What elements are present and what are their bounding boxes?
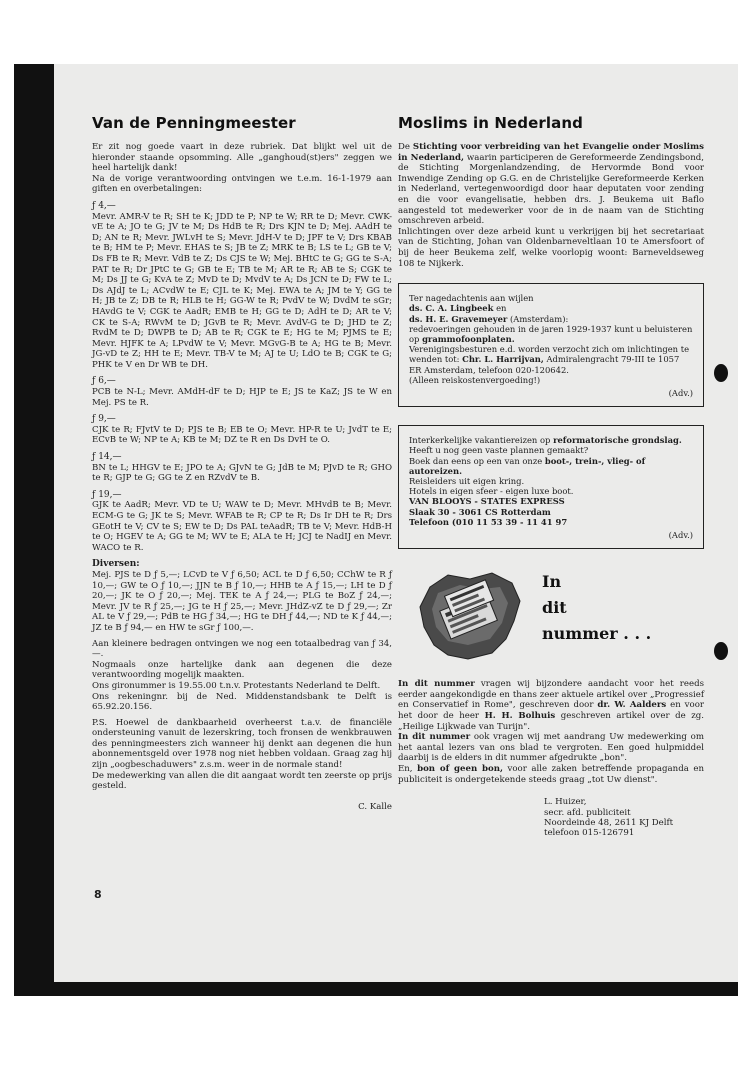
closing-2: Nogmaals onze hartelijke dank aan degenen die deze verantwoording mogelijk maakten. (92, 659, 392, 681)
binding-edge (14, 64, 54, 996)
treasurer-column (92, 114, 392, 812)
netherlands-map-illustration (408, 567, 528, 663)
ad1-name: ds. H. E. Gravemeyer (409, 313, 508, 324)
text: voor alle zaken betreffende propaganda en publiciteit is ondergetekende steeds graag „tot Uw dienst". (398, 763, 704, 785)
text: En, (398, 763, 418, 774)
text: Boek dan eens op een van onze (409, 455, 545, 466)
address-street: Noordeinde 48, 2611 KJ Delft (544, 817, 674, 828)
ad2-bold: reformatorische grondslag. (553, 435, 682, 446)
address-name: L. Huizer, (544, 797, 587, 808)
moslims-para-2: Inlichtingen over deze arbeid kunt u verkrijgen bij het secretariaat van de Stichting, Johan van Oldenbarneveltlaan 10 te Amersfoort of bij de heer Beukema zelf, welke voorlopig woont: Barneveldseweg 108 te Nijkerk. (398, 226, 704, 269)
ad2-line (409, 456, 693, 476)
donation-amount-6: ƒ 6,— (92, 376, 116, 387)
text: ook vragen wij met aandrang Uw medewerking om het aantal lezers van ons blad te vergroten. Een goed hulpmiddel daarbij is de elders in dit nummer afgedrukte „bon". (398, 732, 704, 764)
text: Admiralengracht 79-III te 1057 ER Amsterdam, telefoon 020-120642. (409, 354, 680, 375)
address-phone: telefoon 015-126791 (544, 828, 635, 839)
closing-4: Ons rekeningnr. bij de Ned. Middenstandsbank te Delft is 65.92.20.156. (92, 691, 392, 713)
ad2-phone: Telefoon (010 11 53 39 - 11 41 97 (409, 516, 568, 527)
lead-bold: In dit nummer (398, 732, 471, 743)
ad1-line: (Alleen reiskostenvergoeding!) (409, 374, 541, 385)
in-dit-para-2 (398, 732, 704, 764)
moslims-title: Moslims in Nederland (398, 114, 583, 132)
ad1-line: Ter nagedachtenis aan wijlen (409, 293, 534, 304)
donation-list-19: GJK te AadR; Mevr. VD te U; WAW te D; Mevr. MHvdB te B; Mevr. ECM-G te G; JK te S; Mevr. WFAB te R; CP te R; Ds Ir DH te R; Drs GEotH te V; CV te S; EW te D; Ds PAL teAadR; TB te V; Mevr. HdB-H te O; HGEV te A; GG te M; WV te E; ALA te H; JCJ te NadIJ en Mevr. WACO te R. (92, 500, 392, 553)
text: Verenigingsbesturen e.d. worden verzocht zich om inlichtingen te wenden tot: (409, 344, 690, 365)
ad2-line: Heeft u nog geen vaste plannen gemaakt? (409, 445, 589, 456)
donation-amount-4: ƒ 4,— (92, 200, 116, 211)
donation-diversen-label: Diversen: (92, 559, 140, 570)
lead-bold: bon of geen bon, (417, 763, 503, 774)
punch-hole (714, 364, 728, 382)
text: en voor het door de heer (398, 700, 704, 721)
ad1-adv-label: (Adv.) (668, 387, 693, 398)
lead-bold: In dit nummer (398, 679, 475, 690)
ad1-contact: Chr. L. Harrijvan, (462, 354, 544, 365)
in-dit-nummer-banner (398, 563, 704, 679)
heading-word: In (542, 572, 562, 592)
address-role: secr. afd. publiciteit (544, 807, 631, 818)
ad2-address: Slaak 30 - 3061 CS Rotterdam (409, 506, 551, 517)
donation-list-6: PCB te N-L; Mevr. AMdH-dF te D; HJP te E; JS te KaZ; JS te W en Mej. PS te R. (92, 387, 392, 408)
ad2-company: VAN BLOOYS - STATES EXPRESS (409, 496, 565, 507)
punch-hole (714, 642, 728, 660)
ad2-line: Reisleiders uit eigen kring. (409, 475, 525, 486)
ad1-line (409, 324, 693, 344)
heading-word: nummer . . . (542, 624, 652, 644)
in-dit-para-1 (398, 679, 704, 732)
treasurer-intro-1: Er zit nog goede vaart in deze rubriek. Dat blijkt wel uit de hieronder staande opsomming. Alle „ganghoud(st)ers" zeggen we heel hartelijk dank! (92, 142, 392, 174)
publicity-address (544, 797, 704, 839)
ad1-line (409, 344, 693, 375)
treasurer-signature: C. Kalle (358, 801, 392, 812)
donation-list-9: CJK te R; FJvtV te D; PJS te B; EB te O; Mevr. HP-R te U; JvdT te E; ECvB te W; NP te A; KB te M; DZ te R en Ds DvH te O. (92, 424, 392, 446)
ad1-line (409, 314, 693, 324)
ad2-line: Hotels in eigen sfeer - eigen luxe boot. (409, 486, 574, 497)
closing-1: Aan kleinere bedragen ontvingen we nog een totaalbedrag van ƒ 34,—. (92, 638, 392, 660)
text: De (398, 142, 413, 152)
scan-border (14, 982, 738, 996)
donation-amount-19: ƒ 19,— (92, 489, 122, 500)
ps-1: P.S. Hoewel de dankbaarheid overheerst t.a.v. de financiële ondersteuning vanuit de lezerskring, toch fronsen de wenkbrauwen des penningmeesters zich wanneer hij denkt aan degenen die hun abonnementsgeld over 1978 nog niet hebben voldaan. Graag zag hij zijn „oogbeschaduwers" z.s.m. weer in de normale stand! (92, 717, 392, 771)
ad1-line (409, 303, 693, 313)
text: Interkerkelijke vakantiereizen op (409, 435, 554, 446)
ad2-adv-label: (Adv.) (668, 529, 693, 540)
heading-word: dit (542, 598, 567, 618)
donation-list-diversen: Mej. PJS te D ƒ 5,—; LCvD te V ƒ 6,50; ACL te D ƒ 6,50; CChW te R ƒ 10,—; GW te O ƒ 10,—; JJN te B ƒ 10,—; HHB te A ƒ 15,—; LH te D ƒ 20,—; JK te O ƒ 20,—; Mej. TEK te A ƒ 24,—; PLG te BoZ ƒ 24,—; Mevr. JV te R ƒ 25,—; JG te H ƒ 25,—; Mevr. JHdZ-vZ te D ƒ 29,—; Zr AL te V ƒ 29,—; PdB te HG ƒ 34,—; HG te DH ƒ 44,—; ND te K ƒ 44,—; JZ te B ƒ 94,— en HW te sGr ƒ 100,—. (92, 569, 392, 633)
in-dit-para-3 (398, 764, 704, 785)
donation-list-4: Mevr. AMR-V te R; SH te K; JDD te P; NP te W; RR te D; Mevr. CWK-vE te A; JO te G; JV te M; Ds HdB te R; Drs KJN te D; Mej. AAdH te D; AN te R; Mevr. JWLvH te S; Mevr. JdH-V te D; JPF te V; Drs KBAB te B; HM te P; Mevr. EHAS te S; JB te Z; MRK te B; LS te L; GB te V; Ds FB te R; Mevr. VdB te Z; Ds CJS te W; Mej. BHtC te G; GG te S-A; PAT te R; Dr JPtC te G; GB te E; TB te M; AR te R; AB te S; CGK te M; Ds JJ te G; KvA te Z; MvD te D; MvdV te A; Ds JCN te D; FW te L; Ds AJdJ te L; ACvdW te E; CJL te K; Mej. EWA te A; JM te Y; GG te H; JB te Z; DB te R; HLB te H; GG-W te R; PvdV te W; DvdM te sGr; HAvdG te V; CGK te AadR; EMB te H; GG te D; AdH te D; AR te V; CK te S-A; RWvM te D; JGvB te R; Mevr. AvdV-G te D; JHD te Z; RvdM te D; DWPB te D; AB te R; CGK te E; HG te M; PJMS te E; Mevr. HJFK te A; LPvdW te V; Mevr. MGvG-B te A; HG te B; Mevr. JG-vD te Z; HH te E; Mevr. TB-V te M; AJ te U; LdO te B; CGK te G; PHK te V en Dr WB te DH. (92, 211, 392, 370)
treasurer-title: Van de Penningmeester (92, 114, 296, 132)
text: geschreven artikel over de zg. „Heilige Lijkwade van Turijn". (398, 710, 705, 732)
advert-grammofoon (398, 283, 704, 407)
author-name: H. H. Bolhuis (484, 710, 556, 721)
ad2-line (409, 435, 693, 445)
closing-3: Ons gironummer is 19.55.00 t.n.v. Protestants Nederland te Delft. (92, 680, 381, 691)
moslims-column (398, 114, 704, 839)
ad2-bold: boot-, trein-, vlieg- of autoreizen. (409, 455, 646, 476)
author-name: dr. W. Aalders (597, 700, 667, 711)
donation-amount-14: ƒ 14,— (92, 452, 122, 463)
in-dit-nummer-heading (542, 569, 651, 647)
foundation-name: Stichting voor verbreiding van het Evangelie onder Moslims in Nederland, (398, 142, 704, 163)
text: en (493, 303, 507, 314)
text: (Amsterdam): (507, 313, 569, 324)
moslims-para-1 (398, 142, 704, 227)
text: vragen wij bijzondere aandacht voor het reeds eerder aangekondigde en thans zeer aktuele artikel over „Progressief en Conservatief in Rome", geschreven door (398, 679, 704, 711)
text: waarin participeren de Gereformeerde Zendingsbond, de Stichting Morgenlandzending, de Hervormde Bond voor Inwendige Zending op G.G. en de Christelijke Gereformeerde Kerken in Nederland, vertegenwoordigd door haar deputaten voor zending en die voor evangelisatie, hebben drs. J. Beukema uit Baflo aangesteld tot medewerker voor de in de naam van de Stichting omschreven arbeid. (398, 152, 704, 227)
ps-2: De medewerking van allen die dit aangaat wordt ten zeerste op prijs gesteld. (92, 770, 392, 792)
page-number: 8 (94, 888, 102, 901)
advert-vakantiereizen (398, 425, 704, 549)
donation-amount-9: ƒ 9,— (92, 414, 116, 425)
text: redevoeringen gehouden in de jaren 1929-1937 kunt u beluisteren op (409, 323, 693, 344)
ad1-bold: grammofoonplaten. (422, 333, 515, 344)
donation-list-14: BN te L; HHGV te E; JPO te A; GJvN te G; JdB te M; PJvD te R; GHO te R; GJP te G; GG te Z en RZvdV te B. (92, 462, 392, 484)
treasurer-intro-2: Na de vorige verantwoording ontvingen we t.e.m. 16-1-1979 aan giften en overbetalingen: (92, 173, 392, 195)
magazine-page (14, 64, 738, 996)
ad1-name: ds. C. A. Lingbeek (409, 303, 494, 314)
